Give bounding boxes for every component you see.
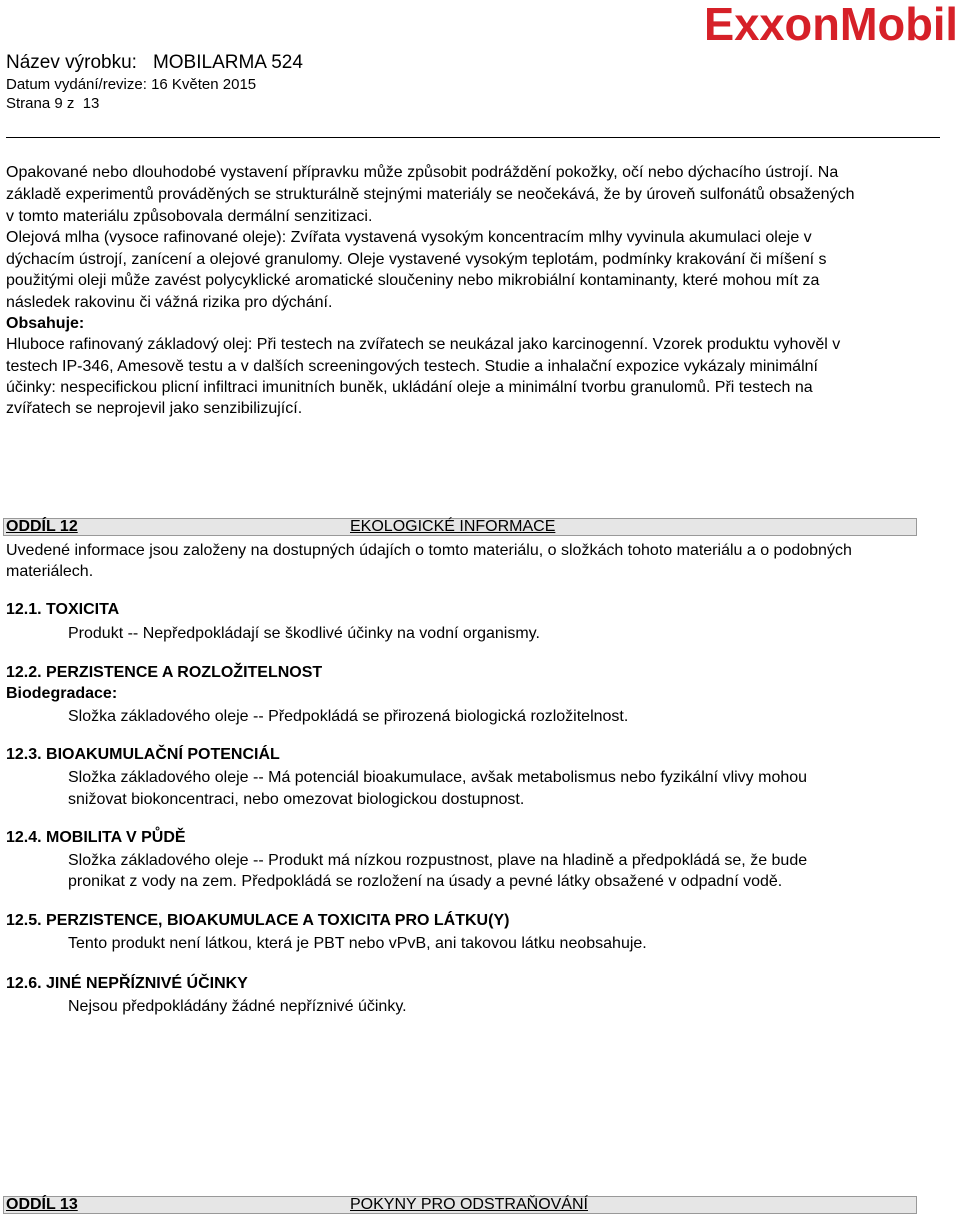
section-12-header — [3, 518, 917, 536]
product-label: Název výrobku: — [6, 52, 137, 73]
contains-label: Obsahuje: — [6, 315, 85, 332]
subsection-12-4-line: Složka základového oleje -- Produkt má nízkou rozpustnost, plave na hladině a předpokládá se, že bude — [68, 852, 808, 869]
section-13-header — [3, 1196, 917, 1214]
header-divider — [6, 137, 940, 138]
biodegradation-label: Biodegradace: — [6, 685, 118, 702]
subsection-12-1-text: Produkt -- Nepředpokládají se škodlivé účinky na vodní organismy. — [68, 625, 540, 642]
exxonmobil-logo — [704, 0, 960, 50]
revision-date-line — [6, 76, 256, 93]
subsection-12-2-title: 12.2. PERZISTENCE A ROZLOŽITELNOST — [6, 664, 323, 681]
date-value: 16 Květen 2015 — [151, 76, 257, 93]
subsection-12-4-title: 12.4. MOBILITA V PŮDĚ — [6, 829, 186, 846]
subsection-12-6-title: 12.6. JINÉ NEPŘÍZNIVÉ ÚČINKY — [6, 975, 248, 992]
contains-line: testech IP-346, Amesově testu a v dalších screeningových testech. Studie a inhalační expozice vykázaly minimální — [6, 358, 818, 375]
intro-line: Olejová mlha (vysoce rafinované oleje): Zvířata vystavená vysokým koncentracím mlhy vyvinula akumulaci oleje v — [6, 229, 812, 246]
intro-line: Opakované nebo dlouhodobé vystavení přípravku může způsobit podráždění pokožky, očí nebo dýchacího ústrojí. Na — [6, 164, 839, 181]
product-name-line — [6, 52, 303, 74]
intro-line: základě experimentů prováděných se strukturálně stejnými materiály se neočekává, že by úroveň sulfonátů obsažených — [6, 186, 855, 203]
section-number: ODDÍL 12 — [6, 518, 78, 535]
contains-line: účinky: nespecifickou plicní infiltraci imunitních buněk, ukládání oleje a minimální tvorbu granulomů. Při testech na — [6, 379, 813, 396]
intro-line: použitými oleji může zavést polycyklické aromatické sloučeniny nebo mikrobiální kontaminanty, které mohou mít za — [6, 272, 820, 289]
intro-line: v tomto materiálu způsobovala dermální senzitizaci. — [6, 208, 373, 225]
subsection-12-5-title: 12.5. PERZISTENCE, BIOAKUMULACE A TOXICITA PRO LÁTKU(Y) — [6, 912, 510, 929]
subsection-12-6-text: Nejsou předpokládány žádné nepříznivé účinky. — [68, 998, 407, 1015]
logo-text: ExxonMobil — [704, 0, 958, 50]
date-label: Datum vydání/revize: — [6, 76, 147, 93]
section-12-intro-line: materiálech. — [6, 563, 94, 580]
product-name: MOBILARMA 524 — [152, 52, 303, 73]
section-number: ODDÍL 13 — [6, 1196, 78, 1213]
intro-line: následek rakovinu či vážná rizika pro dýchání. — [6, 294, 333, 311]
subsection-12-4-line: pronikat z vody na zem. Předpokládá se rozložení na úsady a pevné látky obsažené v odpadní vodě. — [68, 873, 783, 890]
intro-line: dýchacím ústrojí, zanícení a olejové granulomy. Oleje vystavené vysokým teplotám, podmínky krakování či míšení s — [6, 251, 827, 268]
section-title: EKOLOGICKÉ INFORMACE — [350, 518, 556, 535]
contains-line: zvířatech se neprojevil jako senzibilizující. — [6, 400, 303, 417]
page-number-line — [6, 95, 99, 112]
subsection-12-3-title: 12.3. BIOAKUMULAČNÍ POTENCIÁL — [6, 746, 280, 763]
subsection-12-2-text: Složka základového oleje -- Předpokládá se přirozená biologická rozložitelnost. — [68, 708, 629, 725]
contains-line: Hluboce rafinovaný základový olej: Při testech na zvířatech se neukázal jako karcinogenní. Vzorek produktu vyhověl v — [6, 336, 841, 353]
section-title: POKYNY PRO ODSTRAŇOVÁNÍ — [350, 1196, 588, 1213]
subsection-12-5-text: Tento produkt není látkou, která je PBT nebo vPvB, ani takovou látku neobsahuje. — [68, 935, 647, 952]
subsection-12-1-title: 12.1. TOXICITA — [6, 601, 120, 618]
page-label: Strana 9 z — [6, 95, 75, 112]
subsection-12-3-line: Složka základového oleje -- Má potenciál bioakumulace, avšak metabolismus nebo fyzikální vlivy mohou — [68, 769, 808, 786]
section-12-intro-line: Uvedené informace jsou založeny na dostupných údajích o tomto materiálu, o složkách tohoto materiálu a o podobných — [6, 542, 852, 559]
subsection-12-3-line: snižovat biokoncentraci, nebo omezovat biologickou dostupnost. — [68, 791, 525, 808]
page-total: 13 — [82, 95, 100, 112]
